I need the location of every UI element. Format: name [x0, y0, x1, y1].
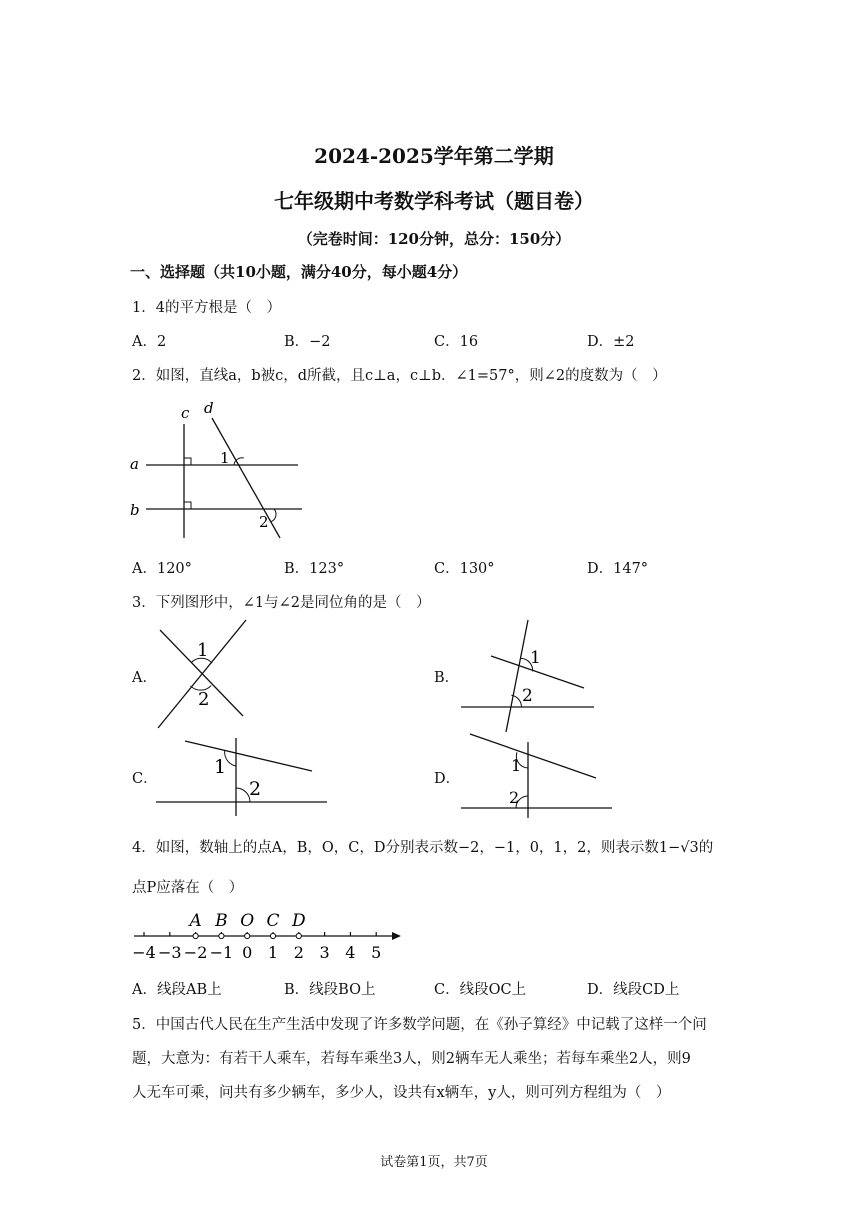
exam-subtitle: （完卷时间：120分钟，总分：150分） [297, 230, 571, 248]
q2-angle-1: 1 [220, 449, 230, 467]
q3c-angle-2: 2 [249, 778, 262, 800]
q2-option-b: B．123° [284, 561, 345, 577]
q3c-angle-1: 1 [214, 756, 227, 778]
q3-option-a: A． [132, 670, 157, 686]
q3-option-b: B． [434, 670, 460, 686]
page-footer: 试卷第1页，共7页 [380, 1155, 488, 1170]
q4-stem-line2: 点P应落在（ ） [132, 880, 244, 896]
q3b-angle-2: 2 [522, 686, 533, 706]
q3-figure-b [455, 612, 605, 737]
q3-stem: 3．下列图形中，∠1与∠2是同位角的是（ ） [132, 595, 431, 611]
q2-label-c: c [181, 404, 190, 422]
q3-option-d: D． [434, 771, 461, 787]
q3-figure-c [150, 730, 335, 820]
q1-option-a: A．2 [132, 334, 167, 350]
q2-angle-2: 2 [259, 513, 269, 531]
number-line-tick-label: 3 [319, 943, 330, 962]
q2-option-a: A．120° [132, 561, 192, 577]
q4-option-c: C．线段OC上 [434, 982, 527, 998]
q3b-angle-1: 1 [530, 648, 541, 668]
q2-stem: 2．如图，直线a，b被c，d所截，且c⊥a，c⊥b．∠1=57°，则∠2的度数为（ ） [132, 368, 667, 384]
q3d-angle-1: 1 [511, 756, 522, 775]
q5-line2: 题，大意为：有若干人乘车，若每车乘坐3人，则2辆车无人乘坐；若每车乘坐2人，则9 [132, 1051, 691, 1067]
q2-label-b: b [130, 501, 140, 519]
q3-figure-a [150, 612, 260, 737]
number-line-point-label: O [240, 911, 255, 931]
q1-option-c: C．16 [434, 334, 479, 350]
exam-title-line2: 七年级期中考数学科考试（题目卷） [274, 189, 594, 213]
number-line-tick-label: −1 [209, 943, 234, 962]
number-line-point-a [193, 933, 198, 938]
number-line-point-o [245, 933, 250, 938]
section-heading: 一、选择题（共10小题，满分40分，每小题4分） [130, 263, 468, 281]
number-line-tick-label: −3 [158, 943, 182, 962]
number-line-tick-label: 0 [242, 943, 253, 962]
exam-title-line1: 2024-2025学年第二学期 [314, 144, 554, 168]
number-line-point-b [219, 933, 224, 938]
number-line-tick-label: 1 [267, 943, 279, 962]
number-line-tick-label: −4 [132, 943, 156, 962]
number-line-point-label: A [189, 911, 202, 931]
q1-option-b: B．−2 [284, 334, 331, 350]
q2-option-d: D．147° [587, 561, 649, 577]
q3a-angle-2: 2 [198, 689, 210, 710]
number-line-tick-label: 4 [345, 943, 356, 962]
q4-stem-line1: 4．如图，数轴上的点A，B，O，C，D分别表示数−2，−1，0，1，2，则表示数1−√3的 [132, 840, 714, 856]
q5-line1: 5．中国古代人民在生产生活中发现了许多数学问题，在《孙子算经》中记载了这样一个问 [132, 1017, 707, 1033]
q5-line3: 人无车可乘，问共有多少辆车，多少人，设共有x辆车，y人，则可列方程组为（ ） [132, 1085, 671, 1101]
q2-figure [120, 396, 320, 546]
q1-stem: 1．4的平方根是（ ） [132, 300, 281, 316]
q3-figure-d [455, 728, 620, 823]
number-line-point-d [296, 933, 301, 938]
number-line-point-label: B [215, 911, 228, 931]
q4-option-b: B．线段BO上 [284, 982, 376, 998]
number-line-point-label: C [266, 911, 280, 931]
number-line-tick-label: 5 [371, 943, 382, 962]
q4-option-d: D．线段CD上 [587, 982, 680, 998]
q2-label-a: a [130, 455, 139, 473]
q2-option-c: C．130° [434, 561, 495, 577]
q4-option-a: A．线段AB上 [132, 982, 222, 998]
q2-label-d: d [204, 399, 214, 417]
q1-option-d: D．±2 [587, 334, 635, 350]
number-line [128, 906, 408, 964]
q3-option-c: C． [132, 771, 158, 787]
q3a-angle-1: 1 [197, 640, 209, 661]
number-line-tick-label: −2 [183, 943, 208, 962]
number-line-point-label: D [291, 911, 306, 931]
q3d-angle-2: 2 [509, 788, 520, 807]
number-line-tick-label: 2 [293, 943, 304, 962]
number-line-point-c [270, 933, 275, 938]
